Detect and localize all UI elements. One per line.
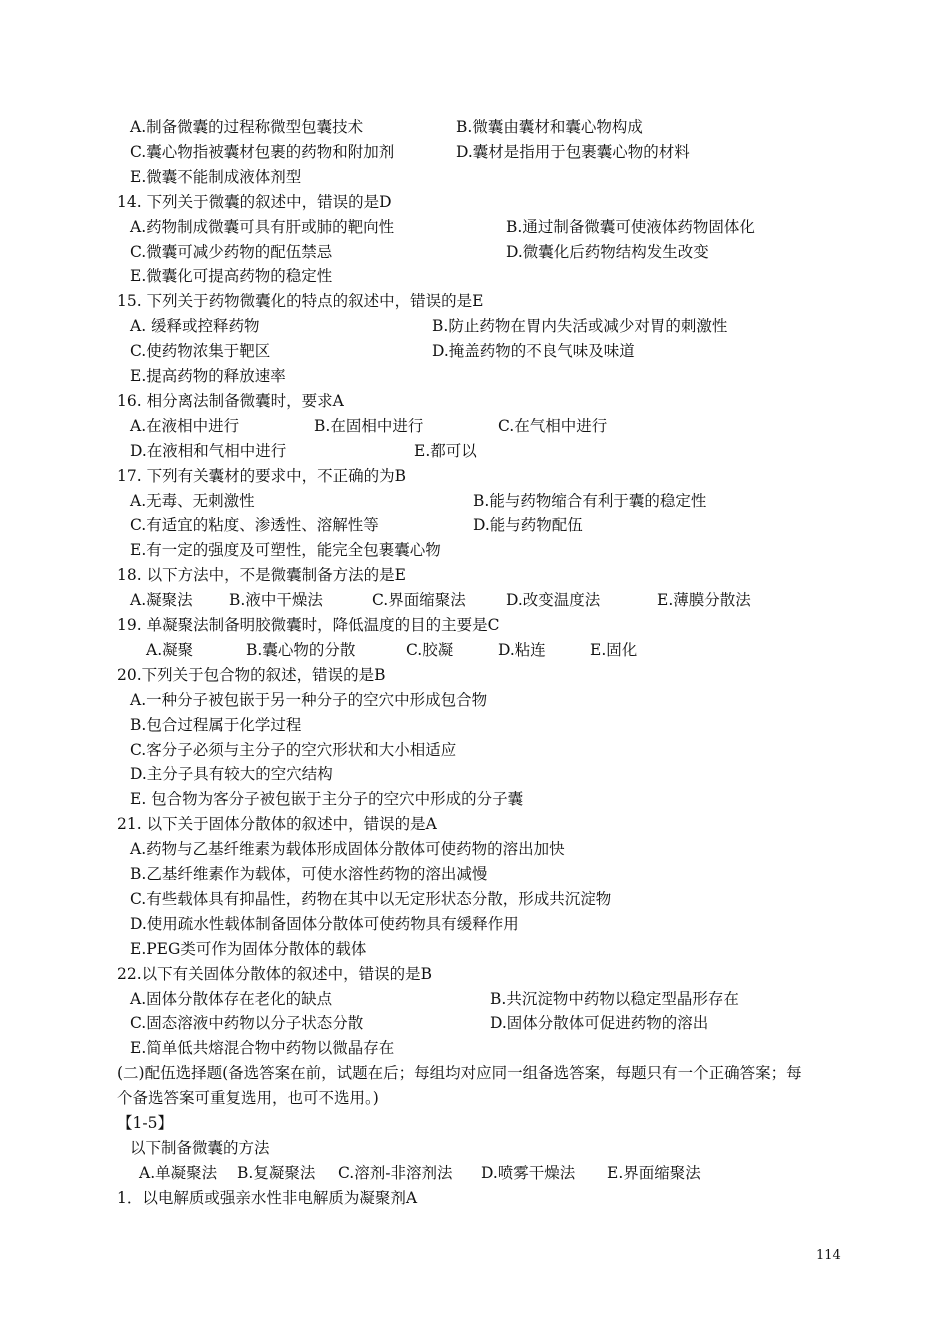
text-line: B.在固相中进行 [314,416,424,435]
text-line: A.制备微囊的过程称微型包囊技术 [130,118,364,136]
text-line: 19. 单凝聚法制备明胶微囊时，降低温度的目的主要是C [117,616,500,634]
text-line: E.微囊不能制成液体剂型 [130,167,302,186]
text-line: C.有适宜的粘度、渗透性、溶解性等 [130,516,379,535]
text-line: 1．以电解质或强亲水性非电解质为凝聚剂A [117,1188,418,1207]
text-line: A.凝聚 [146,640,194,659]
text-line: E.提高药物的释放速率 [130,367,286,385]
text-line: A.在液相中进行 [130,416,240,435]
text-line: E.简单低共熔混合物中药物以微晶存在 [130,1039,395,1058]
text-line: D.喷雾干燥法 [481,1163,576,1182]
text-line: (二)配伍选择题(备选答案在前，试题在后；每组均对应同一组备选答案，每题只有一个正确答案；每 [117,1064,802,1083]
text-line: A.药物制成微囊可具有肝或肺的靶向性 [130,217,395,236]
text-line: D.粘连 [498,640,546,659]
text-line: 17. 下列有关囊材的要求中，不正确的为B [117,466,406,485]
text-line: A.凝聚法 [130,591,193,610]
text-line: D.改变温度法 [506,591,601,610]
text-line: C.囊心物指被囊材包裹的药物和附加剂 [130,142,395,161]
text-line: 20.下列关于包合物的叙述，错误的是B [117,665,386,684]
text-line: D.囊材是指用于包裹囊心物的材料 [456,142,690,161]
text-line: D.在液相和气相中进行 [130,441,287,460]
text-line: C.胶凝 [406,640,454,659]
text-line: A.单凝聚法 [139,1163,218,1182]
text-line: A.一种分子被包嵌于另一种分子的空穴中形成包合物 [130,690,488,709]
text-line: B.能与药物缩合有利于囊的稳定性 [473,491,707,510]
text-line: D.掩盖药物的不良气味及味道 [432,342,635,361]
text-line: E.都可以 [414,441,477,460]
text-line: A. 缓释或控释药物 [130,317,260,336]
text-line: E.PEG类可作为固体分散体的载体 [130,939,367,958]
text-line: D.使用疏水性载体制备固体分散体可使药物具有缓释作用 [130,914,519,933]
text-line: B.包合过程属于化学过程 [130,715,302,734]
text-line: A.无毒、无刺激性 [130,491,255,510]
text-line: D.固体分散体可促进药物的溶出 [490,1014,709,1033]
text-line: C.微囊可减少药物的配伍禁忌 [130,242,333,261]
text-line: B.复凝聚法 [237,1163,316,1182]
text-line: 18. 以下方法中，不是微囊制备方法的是E [117,566,406,585]
text-line: 14. 下列关于微囊的叙述中，错误的是D [117,192,392,211]
text-line: C.溶剂-非溶剂法 [338,1163,453,1182]
text-line: C.使药物浓集于靶区 [130,342,271,361]
text-line: E.固化 [590,640,638,659]
text-line: A.药物与乙基纤维素为载体形成固体分散体可使药物的溶出加快 [130,840,565,859]
text-line: E.界面缩聚法 [607,1163,701,1182]
text-line: C.固态溶液中药物以分子状态分散 [130,1014,364,1033]
text-line: D.能与药物配伍 [473,516,583,535]
text-line: B.液中干燥法 [229,591,323,610]
text-line: 以下制备微囊的方法 [130,1138,270,1157]
text-line: A.固体分散体存在老化的缺点 [130,989,333,1008]
text-line: E.微囊化可提高药物的稳定性 [130,267,333,286]
text-line: 15. 下列关于药物微囊化的特点的叙述中，错误的是E [117,292,484,311]
text-line: D.微囊化后药物结构发生改变 [506,242,709,261]
text-line: 【1-5】 [117,1114,173,1132]
text-line: 22.以下有关固体分散体的叙述中，错误的是B [117,964,433,983]
text-line: 个备选答案可重复选用，也可不选用。) [117,1089,379,1108]
text-line: B.囊心物的分散 [246,640,356,659]
text-line: 21. 以下关于固体分散体的叙述中，错误的是A [117,815,437,834]
text-line: B.微囊由囊材和囊心物构成 [456,118,643,136]
text-line: C.客分子必须与主分子的空穴形状和大小相适应 [130,740,457,759]
text-line: 16. 相分离法制备微囊时，要求A [117,391,344,410]
text-line: E. 包合物为客分子被包嵌于主分子的空穴中形成的分子囊 [130,790,524,809]
text-line: B.乙基纤维素作为载体，可使水溶性药物的溶出减慢 [130,865,488,883]
text-line: B.防止药物在胃内失活或减少对胃的刺激性 [432,317,728,336]
text-line: C.界面缩聚法 [372,591,466,610]
page-number: 114 [816,1248,841,1263]
text-line: E.薄膜分散法 [657,591,751,610]
text-line: D.主分子具有较大的空穴结构 [130,765,333,784]
text-line: C.在气相中进行 [498,416,608,435]
text-line: B.通过制备微囊可使液体药物固体化 [506,217,755,236]
text-line: B.共沉淀物中药物以稳定型晶形存在 [490,989,739,1008]
text-line: E.有一定的强度及可塑性，能完全包裹囊心物 [130,541,441,560]
text-line: C.有些载体具有抑晶性，药物在其中以无定形状态分散，形成共沉淀物 [130,889,612,908]
